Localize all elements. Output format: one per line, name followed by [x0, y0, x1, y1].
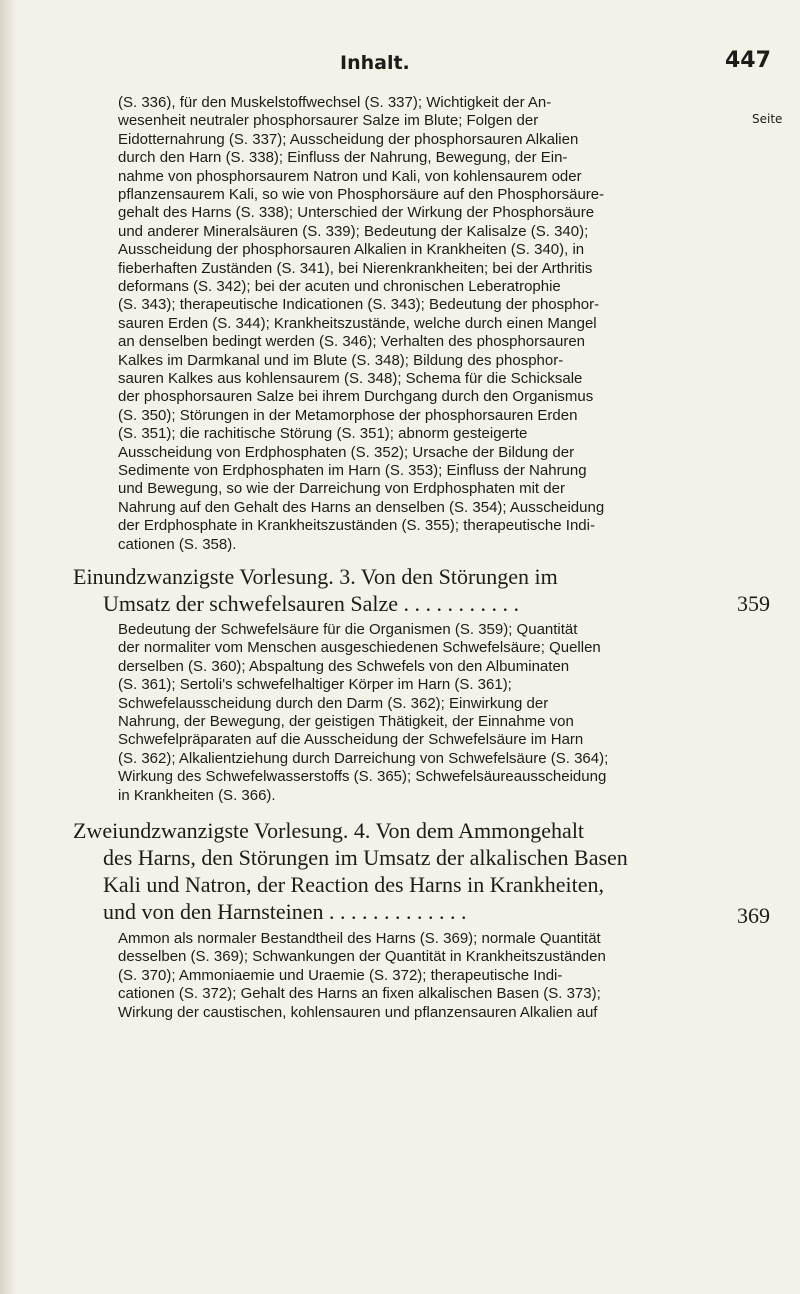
summary-line: Wirkung des Schwefelwasserstoffs (S. 365); Schwefelsäureausscheidung: [118, 768, 607, 786]
summary-line: der Erdphosphate in Krankheitszuständen (S. 355); therapeutische Indi-: [118, 517, 595, 535]
summary-line: Nahrung auf den Gehalt des Harns an denselben (S. 354); Ausscheidung: [118, 498, 605, 516]
summary-line: Ausscheidung der phosphorsauren Alkalien in Krankheiten (S. 340), in: [118, 241, 585, 259]
summary-line: wesenheit neutraler phosphorsaurer Salze im Blute; Folgen der: [118, 112, 539, 130]
summary-line: desselben (S. 369); Schwankungen der Quantität in Krankheitszuständen: [118, 948, 606, 966]
summary-line: (S. 370); Ammoniaemie und Uraemie (S. 372); therapeutische Indi-: [118, 966, 563, 984]
lecture-title-line: Zweiundzwanzigste Vorlesung. 4. Von dem Ammongehalt: [73, 818, 585, 843]
summary-line: (S. 351); die rachitische Störung (S. 351); abnorm gesteigerte: [118, 425, 528, 443]
summary-line: nahme von phosphorsaurem Natron und Kali, von kohlensaurem oder: [118, 167, 582, 185]
summary-line: an denselben bedingt werden (S. 346); Verhalten des phosphorsauren: [118, 333, 585, 351]
summary-line: Sedimente von Erdphosphaten im Harn (S. 353); Einfluss der Nahrung: [118, 462, 587, 479]
summary-paragraph: [0, 94, 800, 564]
summary-line: deformans (S. 342); bei der acuten und chronischen Leberatrophie: [118, 278, 561, 295]
summary-line: sauren Kalkes aus kohlensaurem (S. 348); Schema für die Schicksale: [118, 370, 583, 387]
summary-line: der phosphorsauren Salze bei ihrem Durchgang durch den Organismus: [118, 388, 594, 406]
summary-line: Ammon als normaler Bestandtheil des Harns (S. 369); normale Quantität: [118, 930, 601, 947]
summary-line: gehalt des Harns (S. 338); Unterschied der Wirkung der Phosphorsäure: [118, 204, 595, 222]
running-title: Inhalt.: [340, 52, 410, 74]
lecture-page-ref: 369: [737, 903, 770, 928]
summary-line: Kalkes im Darmkanal und im Blute (S. 348); Bildung des phosphor-: [118, 351, 564, 369]
lecture-title-line: des Harns, den Störungen im Umsatz der alkalischen Basen: [103, 845, 628, 870]
summary-line: (S. 361); Sertoli's schwefelhaltiger Körper im Harn (S. 361);: [118, 676, 512, 694]
lecture-title-line: Kali und Natron, der Reaction des Harns in Krankheiten,: [103, 872, 604, 897]
lecture-summary-22: [0, 930, 800, 1030]
summary-line: durch den Harn (S. 338); Einfluss der Nahrung, Bewegung, der Ein-: [118, 149, 568, 167]
summary-line: (S. 343); therapeutische Indicationen (S. 343); Bedeutung der phosphor-: [118, 296, 600, 314]
summary-line: cationen (S. 372); Gehalt des Harns an fixen alkalischen Basen (S. 373);: [118, 985, 601, 1003]
page-number: 447: [725, 48, 771, 73]
summary-line: der normaliter vom Menschen ausgeschiedenen Schwefelsäure; Quellen: [118, 639, 601, 657]
summary-line: Eidotternahrung (S. 337); Ausscheidung der phosphorsauren Alkalien: [118, 130, 579, 148]
summary-line: derselben (S. 360); Abspaltung des Schwefels von den Albuminaten: [118, 657, 570, 675]
lecture-heading-22: [0, 818, 800, 930]
summary-line: Bedeutung der Schwefelsäure für die Organismen (S. 359); Quantität: [118, 621, 578, 638]
summary-line: und Bewegung, so wie der Darreichung von Erdphosphaten mit der: [118, 480, 565, 498]
summary-line: cationen (S. 358).: [118, 535, 237, 553]
summary-line: Nahrung, der Bewegung, der geistigen Thätigkeit, der Einnahme von: [118, 713, 574, 730]
lecture-heading-21: [0, 564, 800, 620]
summary-line: (S. 362); Alkalientziehung durch Darreichung von Schwefelsäure (S. 364);: [118, 749, 609, 767]
lecture-title-line: Einundzwanzigste Vorlesung. 3. Von den Störungen im: [73, 564, 558, 589]
lecture-page-ref: 359: [737, 591, 770, 616]
summary-line: Schwefelausscheidung durch den Darm (S. 362); Einwirkung der: [118, 694, 549, 712]
lecture-title-line: Umsatz der schwefelsauren Salze . . . . . . . . . . .: [103, 591, 520, 616]
lecture-summary-21: [0, 621, 800, 811]
running-head: [0, 44, 800, 84]
margin-note-seite: Seite: [752, 112, 783, 126]
summary-line: und anderer Mineralsäuren (S. 339); Bedeutung der Kalisalze (S. 340);: [118, 222, 589, 240]
summary-line: sauren Erden (S. 344); Krankheitszustände, welche durch einen Mangel: [118, 314, 597, 332]
summary-line: (S. 350); Störungen in der Metamorphose der phosphorsauren Erden: [118, 406, 578, 424]
lecture-title-line: und von den Harnsteinen . . . . . . . . . . . . .: [103, 899, 467, 924]
summary-line: Schwefelpräparaten auf die Ausscheidung der Schwefelsäure im Harn: [118, 731, 584, 749]
summary-line: in Krankheiten (S. 366).: [118, 786, 276, 804]
summary-line: pflanzensaurem Kali, so wie von Phosphorsäure auf den Phosphorsäure-: [118, 186, 605, 203]
summary-line: Ausscheidung von Erdphosphaten (S. 352); Ursache der Bildung der: [118, 443, 575, 461]
summary-line: (S. 336), für den Muskelstoffwechsel (S. 337); Wichtigkeit der An-: [118, 94, 552, 111]
summary-line: Wirkung der caustischen, kohlensauren und pflanzensauren Alkalien auf: [118, 1003, 598, 1021]
summary-line: fieberhaften Zuständen (S. 341), bei Nierenkrankheiten; bei der Arthritis: [118, 259, 593, 277]
